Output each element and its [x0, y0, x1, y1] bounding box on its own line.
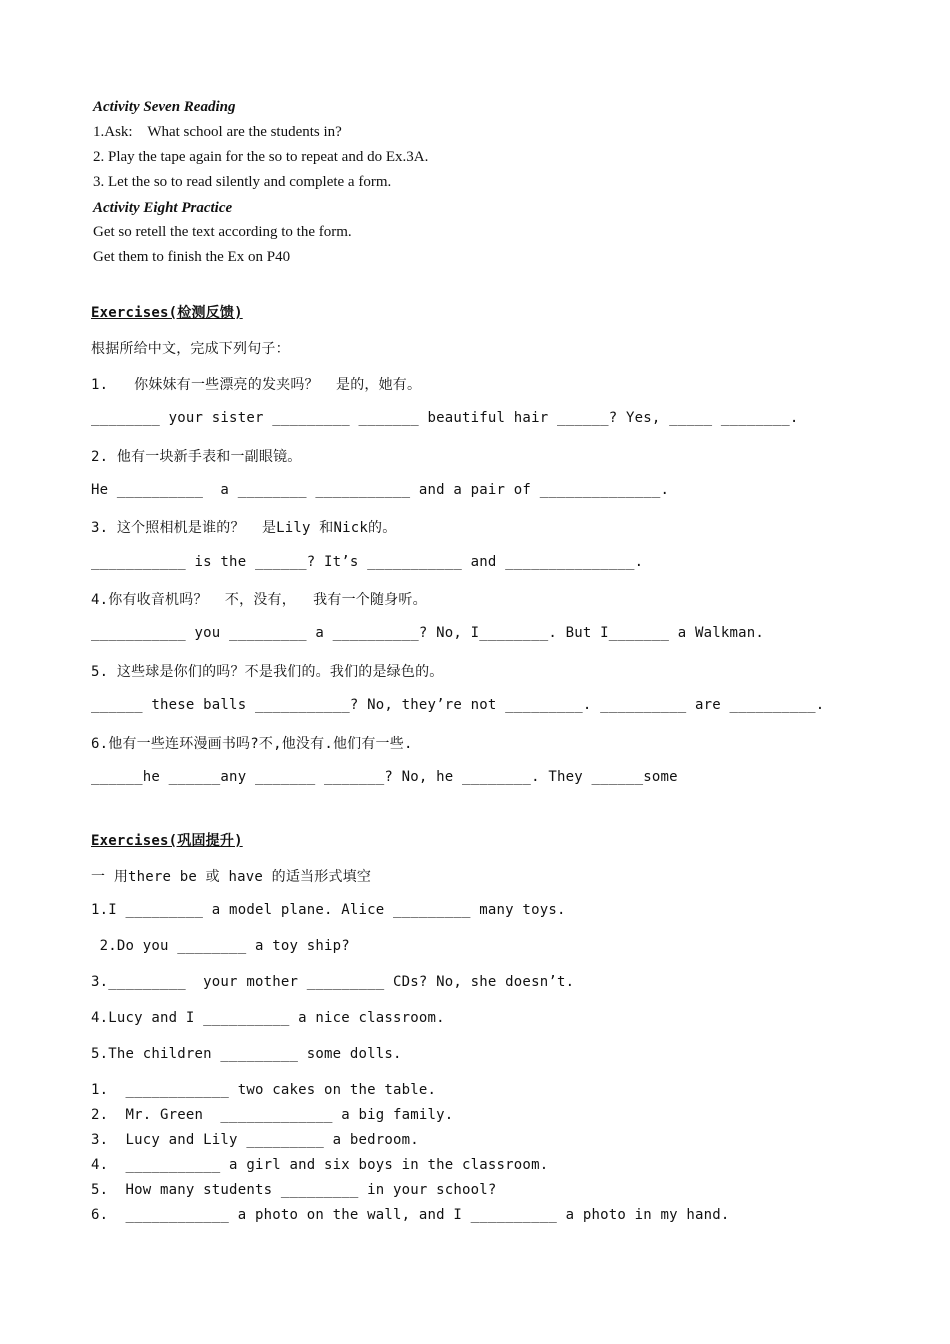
fill-blank-a-5: 5.The children _________ some dolls.: [91, 1046, 402, 1062]
activity-seven-line-2: 2. Play the tape again for the so to repeat and do Ex.3A.: [93, 149, 429, 165]
exercises-feedback-heading: Exercises(检测反馈): [91, 305, 243, 321]
exercise-2-english: He __________ a ________ ___________ and a pair of ______________.: [91, 482, 670, 498]
exercises-consolidation-instruction: 一 用there be 或 have 的适当形式填空: [91, 869, 372, 885]
activity-seven-line-3: 3. Let the so to read silently and complete a form.: [93, 174, 392, 190]
fill-blank-b-3: 3. Lucy and Lily _________ a bedroom.: [91, 1132, 419, 1148]
fill-blank-a-2: 2.Do you ________ a toy ship?: [91, 938, 350, 954]
activity-seven-heading: Activity Seven Reading: [93, 99, 236, 115]
activity-seven-line-1: 1.Ask: What school are the students in?: [93, 124, 342, 140]
fill-blank-b-1: 1. ____________ two cakes on the table.: [91, 1082, 437, 1098]
exercise-3-english: ___________ is the ______? It’s ___________ and _______________.: [91, 554, 644, 570]
exercises-consolidation-heading: Exercises(巩固提升): [91, 833, 243, 849]
fill-blank-b-4: 4. ___________ a girl and six boys in the classroom.: [91, 1157, 549, 1173]
exercise-1-chinese: 1. 你妹妹有一些漂亮的发夹吗？ 是的，她有。: [91, 377, 422, 393]
fill-blank-b-2: 2. Mr. Green _____________ a big family.: [91, 1107, 454, 1123]
exercise-4-chinese: 4.你有收音机吗？ 不，没有， 我有一个随身听。: [91, 592, 427, 608]
exercise-3-chinese: 3. 这个照相机是谁的？ 是Lily 和Nick的。: [91, 520, 397, 536]
fill-blank-b-5: 5. How many students _________ in your school?: [91, 1182, 497, 1198]
exercises-feedback-instruction: 根据所给中文，完成下列句子：: [91, 341, 290, 357]
exercise-6-english: ______he ______any _______ _______? No, he ________. They ______some: [91, 769, 678, 785]
fill-blank-a-1: 1.I _________ a model plane. Alice _________ many toys.: [91, 902, 566, 918]
fill-blank-b-6: 6. ____________ a photo on the wall, and I __________ a photo in my hand.: [91, 1207, 730, 1223]
exercise-5-chinese: 5. 这些球是你们的吗？不是我们的。我们的是绿色的。: [91, 664, 444, 680]
exercise-1-english: ________ your sister _________ _______ beautiful hair ______? Yes, _____ ________.: [91, 410, 799, 426]
fill-blank-a-3: 3._________ your mother _________ CDs? No, she doesn’t.: [91, 974, 575, 990]
fill-blank-a-4: 4.Lucy and I __________ a nice classroom.: [91, 1010, 445, 1026]
exercise-2-chinese: 2. 他有一块新手表和一副眼镜。: [91, 449, 302, 465]
exercise-6-chinese: 6.他有一些连环漫画书吗?不,他没有.他们有一些.: [91, 736, 413, 752]
exercise-4-english: ___________ you _________ a __________? No, I________. But I_______ a Walkman.: [91, 625, 765, 641]
activity-eight-heading: Activity Eight Practice: [93, 200, 233, 216]
activity-eight-line-2: Get them to finish the Ex on P40: [93, 249, 291, 265]
exercise-5-english: ______ these balls ___________? No, they’re not _________. __________ are __________.: [91, 697, 825, 713]
activity-eight-line-1: Get so retell the text according to the form.: [93, 224, 352, 240]
